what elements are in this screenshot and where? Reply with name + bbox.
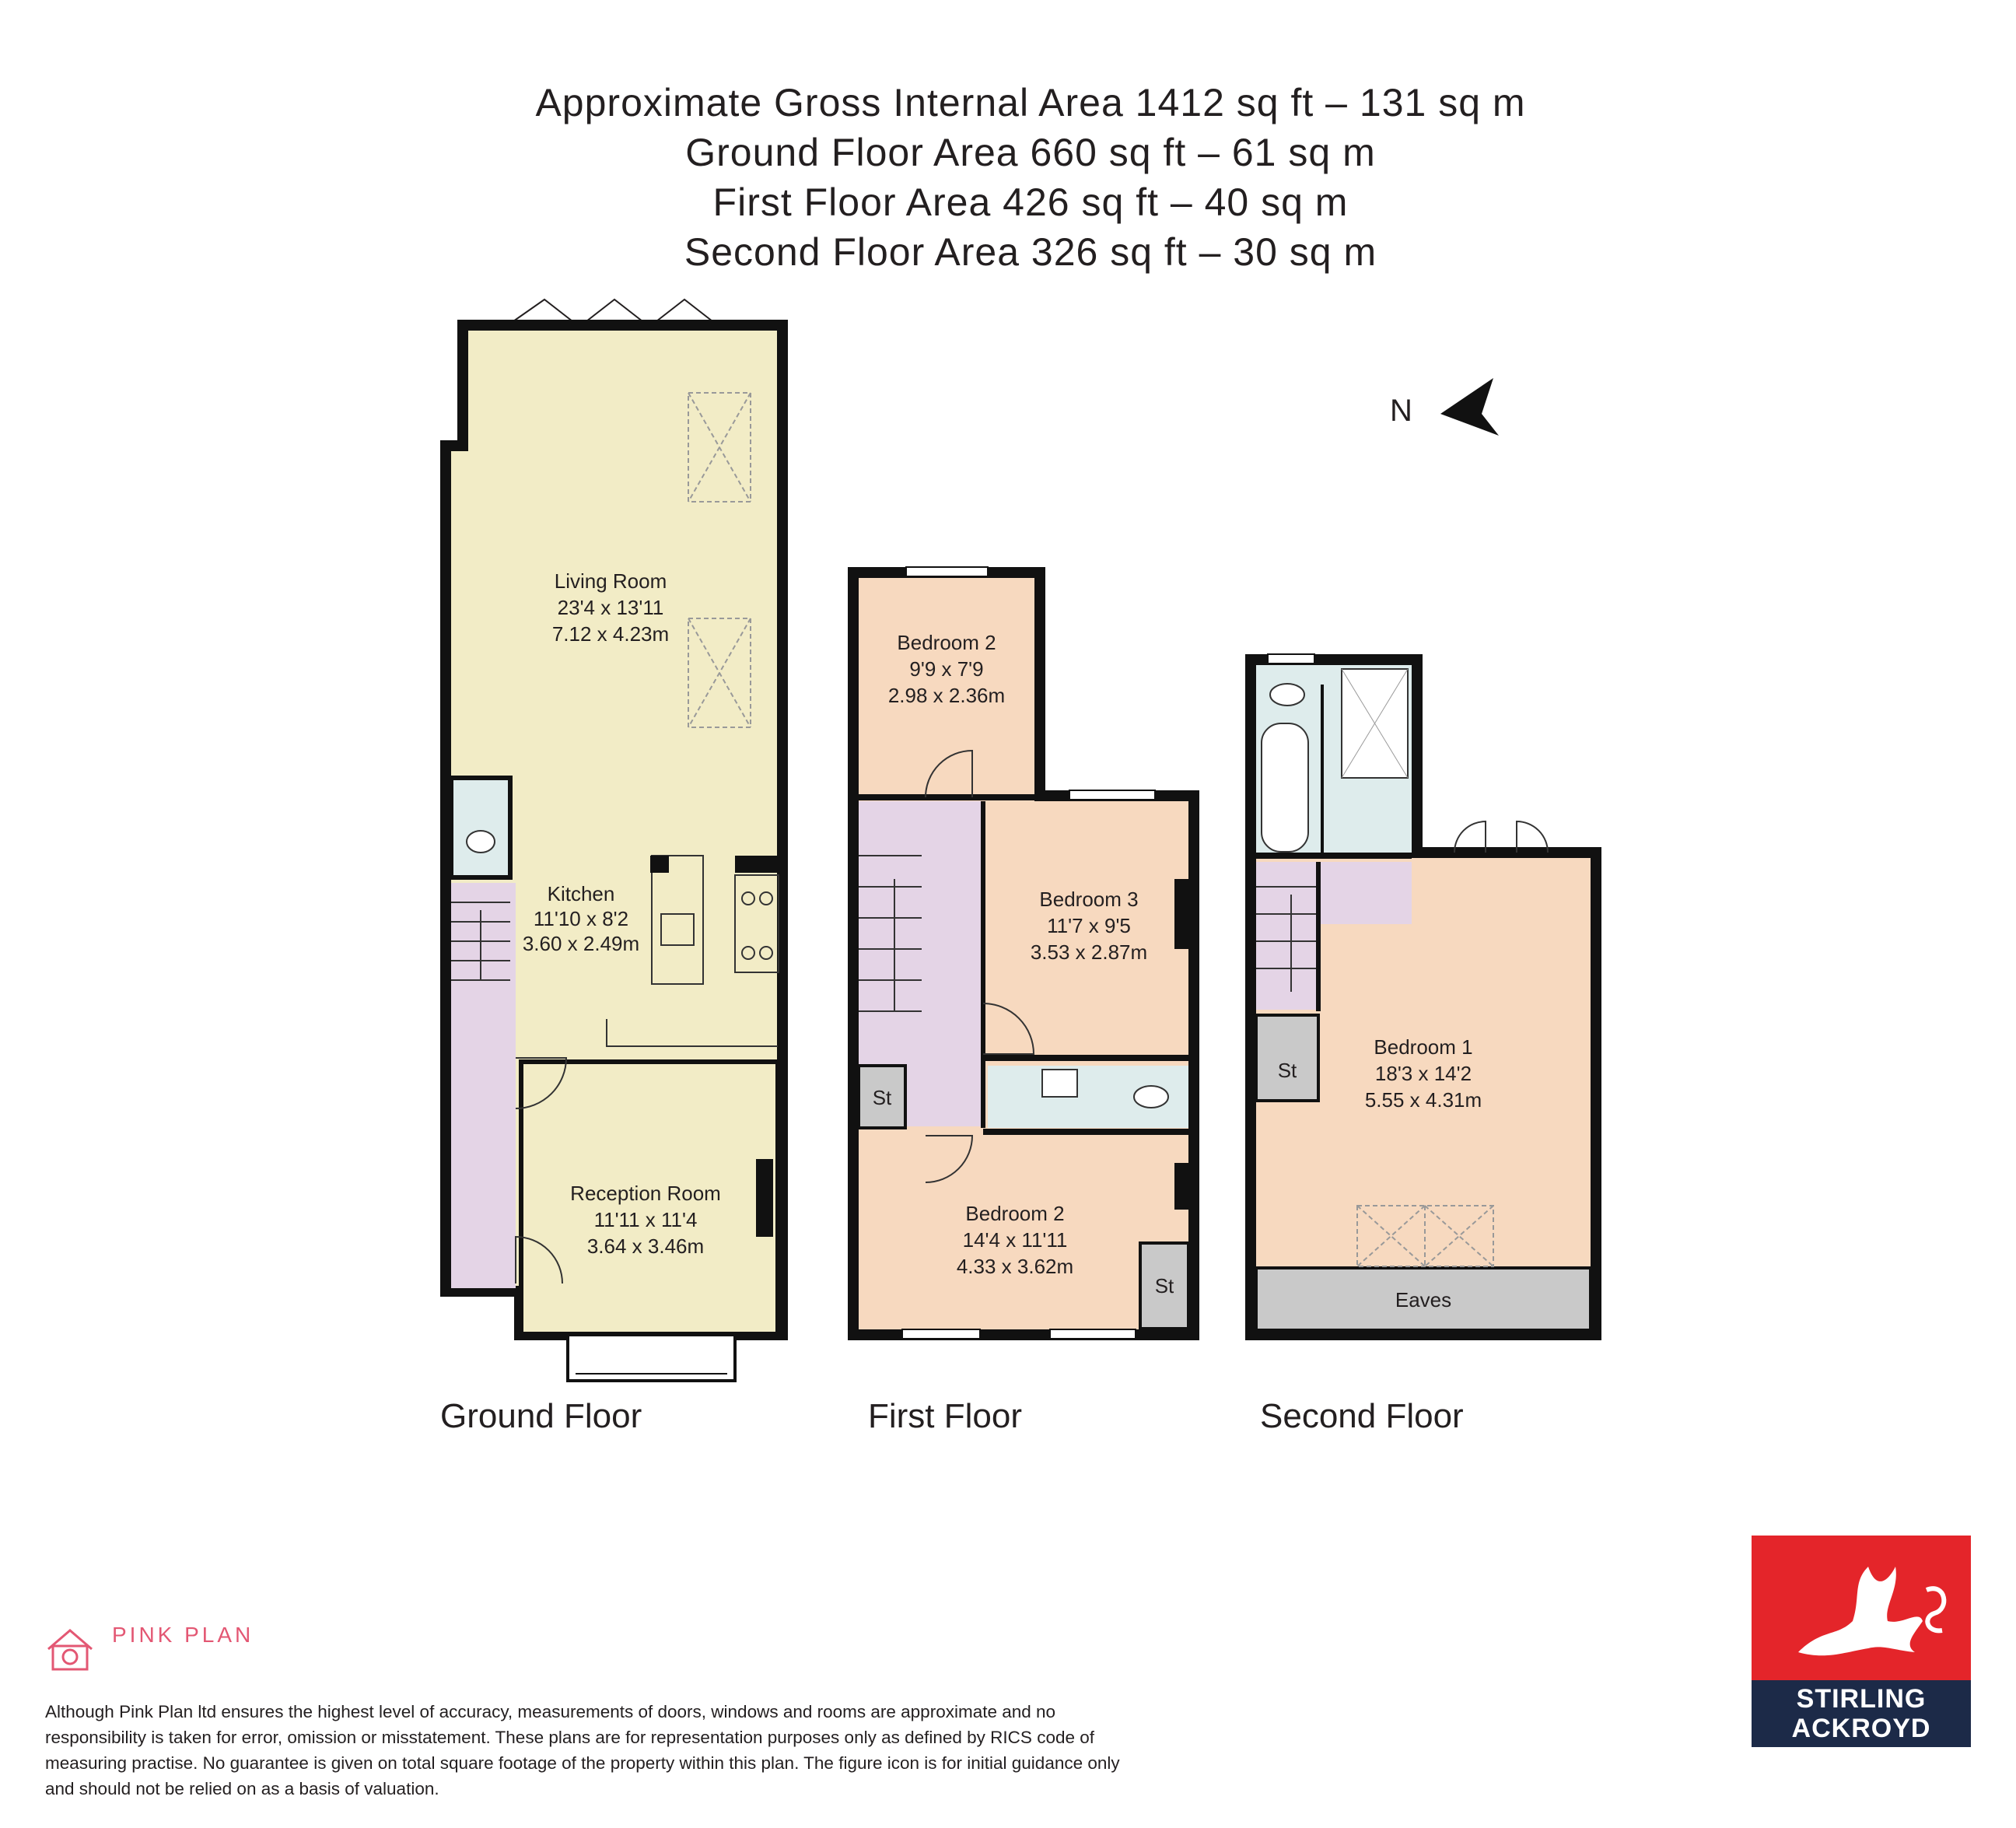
first-floor-label: First Floor: [868, 1397, 1022, 1435]
bedroom2-rear-metric: 2.98 x 2.36m: [887, 684, 1006, 707]
bedroom1-imperial: 18'3 x 14'2: [1374, 1062, 1472, 1085]
second-stairs: [1256, 862, 1318, 1010]
reception-imperial: 11'11 x 11'4: [593, 1208, 698, 1231]
ground-floor-plan: [446, 299, 782, 1381]
second-store: [1256, 1015, 1318, 1101]
stirling-ackroyd-wordmark-panel: [1752, 1680, 1971, 1747]
toilet-icon: [1270, 684, 1304, 706]
second-area-text: Second Floor Area 326 sq ft – 30 sq m: [684, 230, 1377, 274]
first-area-text: First Floor Area 426 sq ft – 40 sq m: [712, 180, 1349, 224]
bath-icon: [1262, 723, 1308, 852]
stirling-text: STIRLING: [1796, 1684, 1927, 1714]
reception-name: Reception Room: [570, 1182, 721, 1205]
window: [906, 567, 988, 576]
ground-floor-label: Ground Floor: [440, 1397, 642, 1435]
living-room-imperial: 23'4 x 13'11: [557, 596, 664, 619]
ground-wc: [451, 778, 510, 877]
bedroom2-front-name: Bedroom 2: [965, 1202, 1065, 1225]
reception-metric: 3.64 x 3.46m: [586, 1234, 705, 1258]
bedroom2-rear-imperial: 9'9 x 7'9: [909, 657, 984, 681]
window: [1050, 1329, 1136, 1339]
north-label: N: [1390, 394, 1412, 428]
living-room-name: Living Room: [554, 569, 667, 593]
disclaimer-text: Although Pink Plan ltd ensures the highest level of accuracy, measurements of doors, windows and rooms are approximate and no responsibility is taken for error, omission or misstatement. These plans are for representation purposes only as defined by RICS code of measuring practise. No guarantee is given on total square footage of the property within this plan. The figure icon is for initial guidance only and should not be relied on as a basis of valuation.: [45, 1702, 1120, 1798]
eaves-label: Eaves: [1395, 1288, 1452, 1311]
toilet-icon: [467, 831, 495, 853]
first-store-b-label: St: [1154, 1274, 1174, 1297]
bedroom2-front-imperial: 14'4 x 11'11: [962, 1228, 1068, 1252]
first-floor-plan: [853, 567, 1194, 1339]
window: [902, 1329, 980, 1339]
chimney-breast: [756, 1159, 773, 1237]
living-room-metric: 7.12 x 4.23m: [551, 622, 670, 646]
bedroom3-metric: 3.53 x 2.87m: [1030, 940, 1148, 964]
second-floor-label: Second Floor: [1260, 1397, 1464, 1435]
griffin-icon: [1752, 1536, 1971, 1680]
second-store-label: St: [1277, 1059, 1297, 1082]
second-floor-plan: [1251, 654, 1596, 1335]
stirling-ackroyd-griffin-panel: [1752, 1536, 1971, 1680]
kitchen-imperial: 11'10 x 8'2: [533, 907, 629, 930]
bedroom1-metric: 5.55 x 4.31m: [1364, 1088, 1482, 1112]
stirling-ackroyd-logo: [1752, 1536, 1971, 1747]
gross-area-text: Approximate Gross Internal Area 1412 sq ft – 131 sq m: [535, 81, 1526, 124]
bedroom1-name: Bedroom 1: [1374, 1035, 1473, 1059]
window: [1069, 790, 1155, 800]
first-store-a-label: St: [872, 1086, 892, 1109]
bedroom3-imperial: 11'7 x 9'5: [1047, 914, 1131, 937]
bedroom2-rear-name: Bedroom 2: [897, 631, 996, 654]
kitchen-name: Kitchen: [547, 882, 615, 905]
ground-area-text: Ground Floor Area 660 sq ft – 61 sq m: [685, 131, 1376, 174]
kitchen-metric: 3.60 x 2.49m: [522, 932, 640, 955]
bedroom3-name: Bedroom 3: [1039, 888, 1139, 911]
basin-icon: [1042, 1070, 1077, 1097]
north-arrow-icon: [1440, 378, 1499, 436]
window: [1268, 654, 1314, 664]
toilet-icon: [1134, 1086, 1168, 1108]
pink-plan-logo: [47, 1623, 254, 1648]
pink-plan-brand: PINK PLAN: [112, 1623, 254, 1647]
ground-hall: [451, 883, 516, 1288]
bedroom2-front-metric: 4.33 x 3.62m: [956, 1255, 1074, 1278]
ackroyd-text: ACKROYD: [1791, 1714, 1931, 1743]
